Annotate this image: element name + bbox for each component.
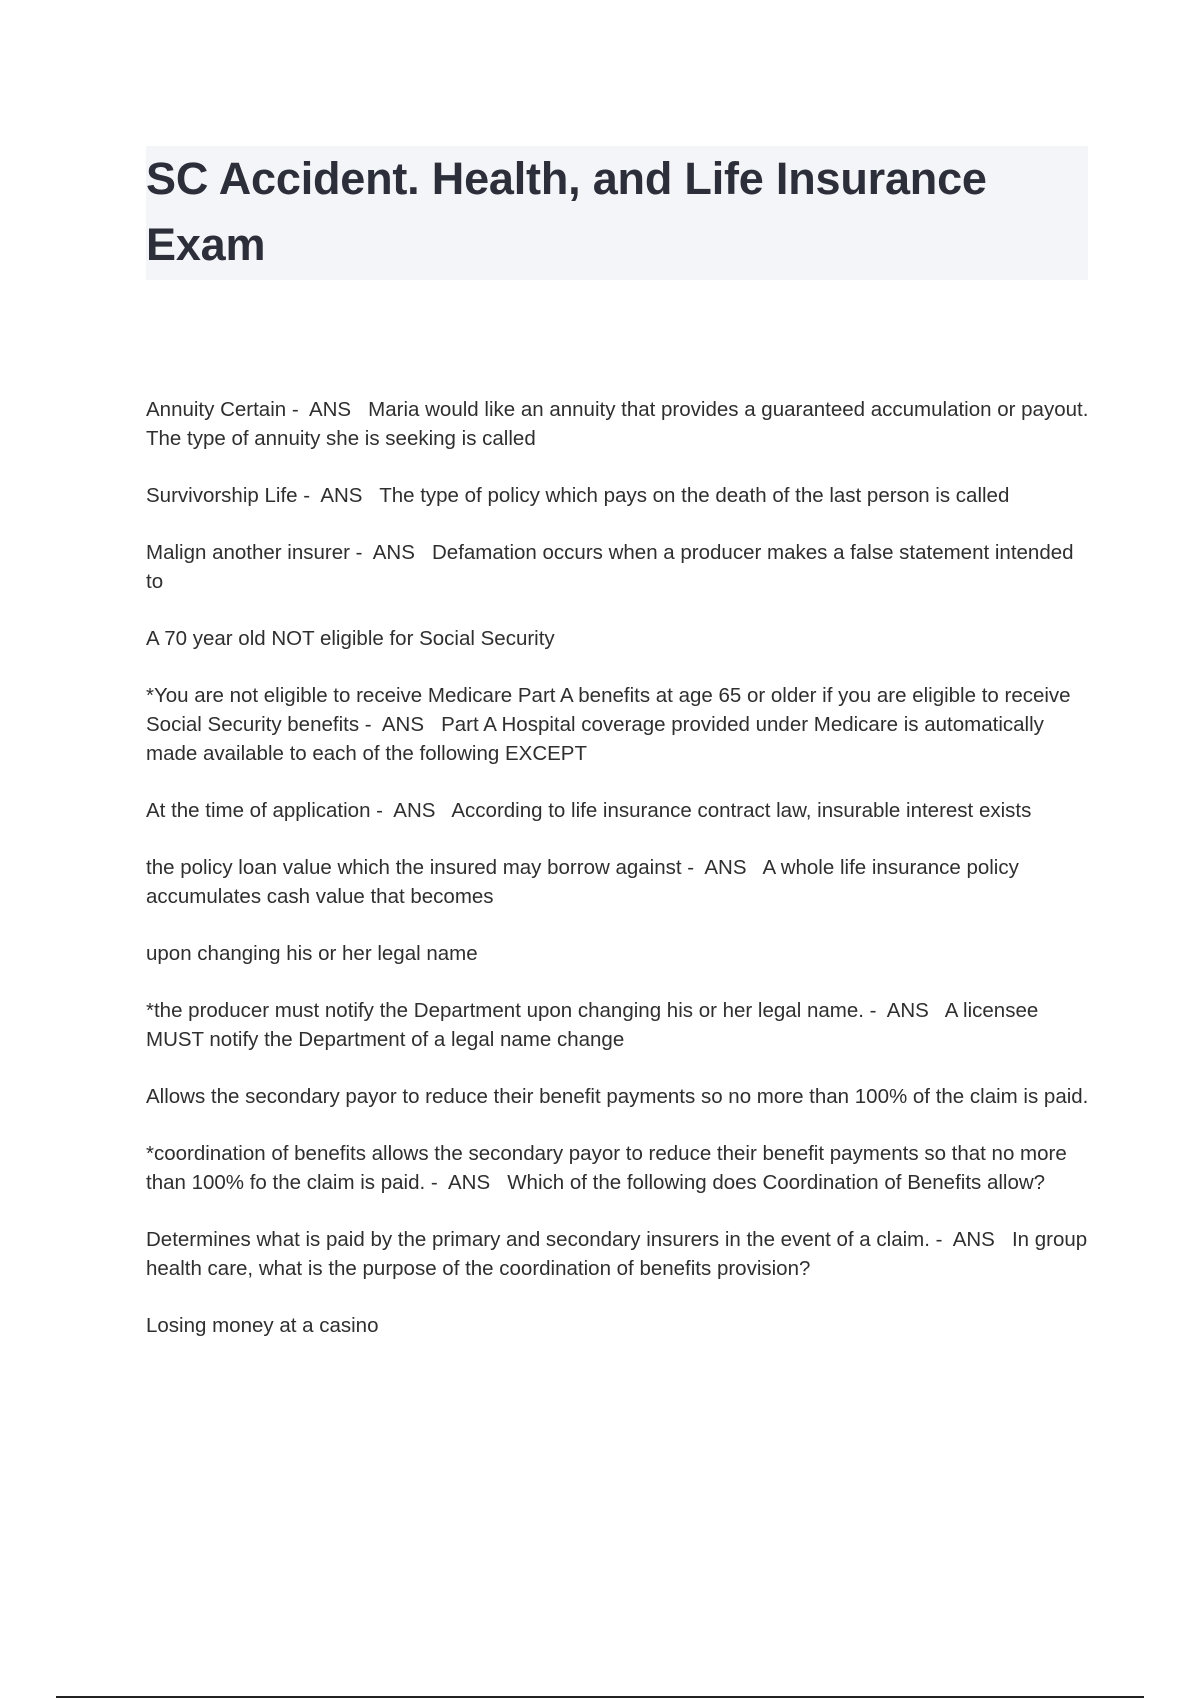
qa-paragraph: *You are not eligible to receive Medicare Part A benefits at age 65 or older if you are eligible to receive Social Security benefits - ANS Part A Hospital coverage provided under Medicare is automatically made available to each of the following EXCEPT [146,684,1077,765]
footer-divider [56,1696,1144,1698]
qa-paragraph: Survivorship Life - ANS The type of policy which pays on the death of the last person is called [146,484,1010,507]
qa-paragraph: Annuity Certain - ANS Maria would like an annuity that provides a guaranteed accumulation or payout. The type of annuity she is seeking is called [146,398,1094,450]
qa-paragraph: upon changing his or her legal name [146,942,478,965]
title-block [146,146,1088,280]
qa-paragraph: the policy loan value which the insured may borrow against - ANS A whole life insurance policy accumulates cash value that becomes [146,856,1025,908]
qa-paragraph: Losing money at a casino [146,1314,379,1337]
qa-paragraph: At the time of application - ANS According to life insurance contract law, insurable interest exists [146,799,1032,822]
qa-content [146,395,1096,1368]
qa-paragraph: *the producer must notify the Department upon changing his or her legal name. - ANS A licensee MUST notify the Department of a legal name change [146,999,1044,1051]
qa-paragraph: *coordination of benefits allows the secondary payor to reduce their benefit payments so that no more than 100% fo the claim is paid. - ANS Which of the following does Coordination of Benefits allow? [146,1142,1073,1194]
qa-paragraph: Allows the secondary payor to reduce their benefit payments so no more than 100% of the claim is paid. [146,1085,1089,1108]
qa-paragraph: Malign another insurer - ANS Defamation occurs when a producer makes a false statement intended to [146,541,1080,593]
qa-paragraph: Determines what is paid by the primary and secondary insurers in the event of a claim. - ANS In group health care, what is the purpose of the coordination of benefits provision? [146,1228,1093,1280]
qa-paragraph: A 70 year old NOT eligible for Social Security [146,627,555,650]
page-title: SC Accident. Health, and Life Insurance Exam [146,153,987,270]
